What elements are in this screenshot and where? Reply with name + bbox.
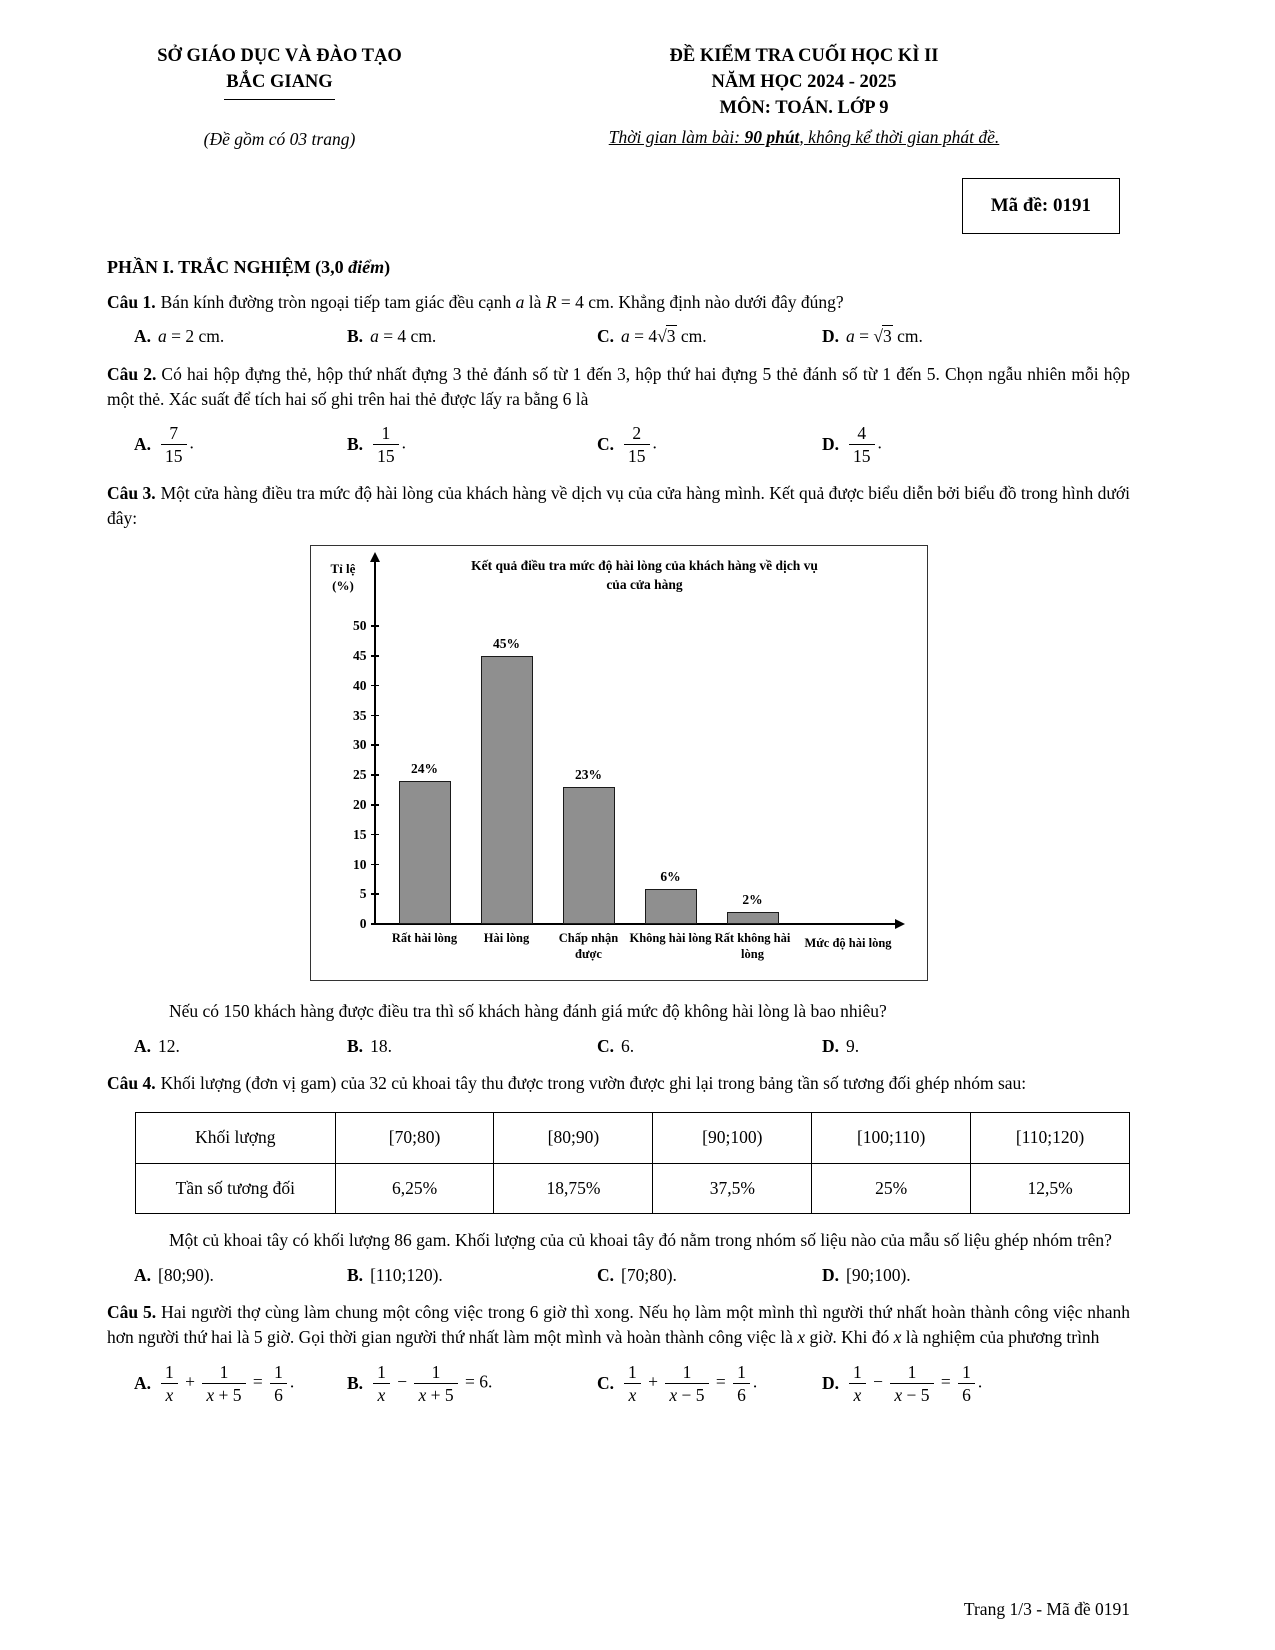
- bar-category-label: Không hài lòng: [629, 931, 712, 946]
- bar-value-label: 23%: [575, 767, 602, 783]
- option-key: C.: [597, 1035, 615, 1056]
- fraction: $\frac{7}{15}$: [161, 423, 187, 466]
- y-tick-mark: [371, 864, 379, 866]
- chart-bar: [399, 781, 451, 924]
- fraction: $\frac{1}{x}$: [161, 1362, 178, 1405]
- option-1D: [822, 324, 1130, 349]
- pages-note: (Đề gồm có 03 trang): [203, 128, 356, 149]
- y-tick-mark: [371, 625, 379, 627]
- option-value: $\frac{4}{15}$ .: [846, 421, 882, 468]
- question-1-text: Bán kính đường tròn ngoại tiếp tam giác đều cạnh a là R = 4 cm. Khẳng định nào dưới đây đúng?: [160, 291, 844, 312]
- option-key: D.: [822, 1035, 840, 1056]
- fraction: $\frac{1}{x}$: [624, 1362, 641, 1405]
- option-key: A.: [134, 434, 152, 455]
- bar-value-label: 2%: [742, 892, 763, 908]
- question-4-options: [107, 1263, 1130, 1288]
- exam-code-box: Mã đề: 0191: [962, 178, 1120, 234]
- y-tick-label: 10: [353, 856, 367, 872]
- y-tick-mark: [371, 774, 379, 776]
- fraction: $\frac{1}{x - 5}$: [890, 1362, 933, 1405]
- chart-bar: [563, 787, 615, 924]
- y-axis-label-line2: (%): [332, 578, 354, 594]
- chart-title-line2: của cửa hàng: [606, 576, 683, 592]
- option-1C: [597, 324, 822, 349]
- fraction: $\frac{1}{x}$: [373, 1362, 390, 1405]
- option-value: 18.: [370, 1035, 392, 1056]
- option-2A: [134, 421, 347, 468]
- question-4: [107, 1071, 1130, 1096]
- option-value: [90;100).: [846, 1264, 911, 1285]
- option-key: C.: [597, 1372, 615, 1393]
- question-1-options: [107, 324, 1130, 349]
- option-key: C.: [597, 326, 615, 347]
- fraction: $\frac{2}{15}$: [624, 423, 650, 466]
- y-tick-mark: [371, 804, 379, 806]
- option-value: 9.: [846, 1035, 860, 1056]
- bar-category-label: Rất không hài lòng: [714, 931, 791, 961]
- option-5C: [597, 1360, 822, 1407]
- option-key: A.: [134, 1372, 152, 1393]
- bar-category-label: Rất hài lòng: [391, 931, 458, 946]
- table-cell-frequency: 25%: [812, 1163, 971, 1213]
- time-duration: 90 phút: [744, 126, 800, 147]
- y-tick-label: 0: [359, 916, 367, 932]
- school-year: NĂM HỌC 2024 - 2025: [711, 71, 897, 92]
- table-cell-group: [100;110): [812, 1113, 971, 1163]
- bar-value-label: 6%: [660, 868, 681, 884]
- fraction: $\frac{1}{6}$: [733, 1362, 750, 1405]
- option-5B: [347, 1360, 597, 1407]
- y-tick-label: 50: [353, 618, 367, 634]
- section1-heading: PHẦN I. TRẮC NGHIỆM (3,0 điểm): [107, 256, 391, 277]
- option-2D: [822, 421, 1130, 468]
- question-2-text: Có hai hộp đựng thẻ, hộp thứ nhất đựng 3 thẻ đánh số từ 1 đến 3, hộp thứ hai đựng 5 thẻ đánh số từ 1 đến 5. Chọn ngẫu nhiên mỗi hộp một thẻ. Xác suất để tích hai số ghi trên hai thẻ được lấy ra bằng 6 là: [107, 363, 1130, 409]
- y-tick-label: 40: [353, 677, 367, 693]
- question-3-label: Câu 3.: [107, 482, 156, 503]
- option-3B: [347, 1034, 597, 1059]
- y-tick-label: 20: [353, 797, 367, 813]
- fraction: $\frac{1}{x + 5}$: [414, 1362, 457, 1405]
- option-1A: [134, 324, 347, 349]
- option-value: 6.: [621, 1035, 635, 1056]
- option-value: [110;120).: [370, 1264, 443, 1285]
- question-1-label: Câu 1.: [107, 291, 156, 312]
- exam-title: ĐỀ KIỂM TRA CUỐI HỌC KÌ II: [669, 46, 939, 66]
- y-tick-mark: [371, 655, 379, 657]
- y-tick-mark: [371, 744, 379, 746]
- table-row-frequencies: [136, 1163, 1130, 1213]
- satisfaction-bar-chart: [310, 545, 928, 981]
- table-cell-group: [110;120): [971, 1113, 1130, 1163]
- option-value: [70;80).: [621, 1264, 677, 1285]
- authority-line1: SỞ GIÁO DỤC VÀ ĐÀO TẠO: [157, 46, 402, 66]
- option-key: D.: [822, 326, 840, 347]
- x-axis-line: [374, 923, 895, 925]
- exam-header: [107, 44, 1130, 152]
- option-5D: [822, 1360, 1130, 1407]
- time-suffix: , không kể thời gian phát đề.: [799, 126, 1000, 147]
- chart-bar: [645, 889, 697, 925]
- question-5-label: Câu 5.: [107, 1301, 157, 1322]
- y-axis-arrow-icon: [370, 552, 380, 562]
- y-axis-line: [374, 562, 376, 924]
- y-tick-mark: [371, 715, 379, 717]
- option-4D: [822, 1263, 1130, 1288]
- y-tick-label: 45: [353, 648, 367, 664]
- table-cell-frequency: 18,75%: [494, 1163, 653, 1213]
- option-value: $\frac{7}{15}$ .: [158, 421, 194, 468]
- option-2B: [347, 421, 597, 468]
- option-3A: [134, 1034, 347, 1059]
- fraction: $\frac{1}{15}$: [373, 423, 399, 466]
- question-5-text: Hai người thợ cùng làm chung một công việc trong 6 giờ thì xong. Nếu họ làm một mình thì người thứ nhất hoàn thành công việc nhanh hơn người thứ hai là 5 giờ. Gọi thời gian người thứ nhất làm một mình và hoàn thành công việc là x giờ. Khi đó x là nghiệm của phương trình: [107, 1301, 1130, 1348]
- table-cell-frequency: 37,5%: [653, 1163, 812, 1213]
- y-tick-mark: [371, 685, 379, 687]
- y-tick-label: 35: [353, 707, 367, 723]
- option-value: a = 4√3 cm.: [621, 326, 707, 347]
- option-key: B.: [347, 1264, 364, 1285]
- bar-value-label: 24%: [411, 761, 438, 777]
- option-key: C.: [597, 1264, 615, 1285]
- option-value: a = 4 cm.: [370, 326, 437, 347]
- chart-title: [371, 557, 919, 593]
- y-tick-label: 5: [359, 886, 367, 902]
- question-3-text: Một cửa hàng điều tra mức độ hài lòng của khách hàng về dịch vụ của cửa hàng mình. Kết quả được biểu diễn bởi biểu đồ trong hình dưới đây:: [107, 482, 1131, 528]
- question-4-followup: Một củ khoai tây có khối lượng 86 gam. Khối lượng của củ khoai tây đó nằm trong nhóm số liệu nào của mẫu số liệu ghép nhóm trên?: [169, 1230, 1112, 1251]
- bar-category-label: Hài lòng: [483, 931, 530, 946]
- option-value: [80;90).: [158, 1264, 214, 1285]
- question-1: [107, 290, 1130, 315]
- subject-line: MÔN: TOÁN. LỚP 9: [719, 97, 889, 118]
- y-tick-label: 25: [353, 767, 367, 783]
- chart-container: [107, 545, 1130, 981]
- frequency-table: [135, 1112, 1130, 1214]
- option-value: 12.: [158, 1035, 180, 1056]
- chart-bar: [481, 656, 533, 924]
- option-key: A.: [134, 326, 152, 347]
- option-value: $\frac{1}{x}$ + $\frac{1}{x - 5}$ = $\frac{1}{6}$ .: [621, 1360, 757, 1407]
- option-key: C.: [597, 434, 615, 455]
- x-axis-arrow-icon: [895, 919, 905, 929]
- option-key: B.: [347, 1372, 364, 1393]
- fraction: $\frac{1}{x}$: [849, 1362, 866, 1405]
- fraction: $\frac{1}{x - 5}$: [665, 1362, 708, 1405]
- table-cell-frequency: 12,5%: [971, 1163, 1130, 1213]
- question-2: [107, 362, 1130, 413]
- option-3D: [822, 1034, 1130, 1059]
- option-value: $\frac{2}{15}$ .: [621, 421, 657, 468]
- option-key: B.: [347, 326, 364, 347]
- y-tick-label: 30: [353, 737, 367, 753]
- exam-code-row: [107, 178, 1120, 234]
- y-axis-label-line1: Tỉ lệ: [330, 561, 356, 577]
- option-3C: [597, 1034, 822, 1059]
- option-key: B.: [347, 1035, 364, 1056]
- option-value: $\frac{1}{x}$ − $\frac{1}{x - 5}$ = $\frac{1}{6}$ .: [846, 1360, 982, 1407]
- authority-line2: BẮC GIANG: [224, 69, 334, 100]
- table-cell-frequency: 6,25%: [335, 1163, 494, 1213]
- y-tick-label: 15: [353, 826, 367, 842]
- fraction: $\frac{1}{6}$: [270, 1362, 287, 1405]
- option-5A: [134, 1360, 347, 1407]
- y-tick-mark: [371, 923, 379, 925]
- option-value: $\frac{1}{x}$ − $\frac{1}{x + 5}$ = 6.: [370, 1360, 492, 1407]
- table-row-groups: [136, 1113, 1130, 1163]
- option-value: a = √3 cm.: [846, 326, 923, 347]
- table-cell-group: [90;100): [653, 1113, 812, 1163]
- question-3-followup: Nếu có 150 khách hàng được điều tra thì số khách hàng đánh giá mức độ không hài lòng là bao nhiêu?: [169, 1001, 887, 1022]
- option-key: A.: [134, 1035, 152, 1056]
- time-limit-line: [478, 125, 1130, 150]
- y-tick-mark: [371, 834, 379, 836]
- bar-value-label: 45%: [493, 636, 520, 652]
- option-key: D.: [822, 434, 840, 455]
- square-root: √3: [873, 326, 892, 347]
- option-value: a = 2 cm.: [158, 326, 225, 347]
- table-header-mass: Khối lượng: [136, 1113, 336, 1163]
- option-key: D.: [822, 1372, 840, 1393]
- question-2-options: [107, 421, 1130, 468]
- y-tick-mark: [371, 893, 379, 895]
- option-4C: [597, 1263, 822, 1288]
- question-4-text: Khối lượng (đơn vị gam) của 32 củ khoai tây thu được trong vườn được ghi lại trong bảng tần số tương đối ghép nhóm sau:: [160, 1073, 1027, 1094]
- y-axis-label: [331, 561, 356, 595]
- question-3: [107, 481, 1130, 532]
- x-axis-label: Mức độ hài lòng: [804, 936, 892, 951]
- table-header-frequency: Tần số tương đối: [136, 1163, 336, 1213]
- option-key: D.: [822, 1264, 840, 1285]
- bar-category-label: Chấp nhận được: [558, 931, 619, 961]
- option-4A: [134, 1263, 347, 1288]
- exam-title-block: [452, 44, 1130, 152]
- question-4-label: Câu 4.: [107, 1073, 156, 1094]
- chart-bar: [727, 912, 779, 924]
- table-cell-group: [80;90): [494, 1113, 653, 1163]
- question-5-options: [107, 1360, 1130, 1407]
- option-value: $\frac{1}{x}$ + $\frac{1}{x + 5}$ = $\frac{1}{6}$ .: [158, 1360, 294, 1407]
- table-cell-group: [70;80): [335, 1113, 494, 1163]
- option-4B: [347, 1263, 597, 1288]
- question-3-options: [107, 1034, 1130, 1059]
- option-key: B.: [347, 434, 364, 455]
- square-root: √3: [657, 326, 676, 347]
- option-2C: [597, 421, 822, 468]
- fraction: $\frac{1}{6}$: [958, 1362, 975, 1405]
- option-key: A.: [134, 1264, 152, 1285]
- option-value: $\frac{1}{15}$ .: [370, 421, 406, 468]
- authority-line2-wrap: [107, 69, 452, 100]
- fraction: $\frac{1}{x + 5}$: [202, 1362, 245, 1405]
- question-2-label: Câu 2.: [107, 363, 157, 384]
- option-1B: [347, 324, 597, 349]
- issuing-authority-block: [107, 44, 452, 152]
- chart-title-line1: Kết quả điều tra mức độ hài lòng của khách hàng về dịch vụ: [471, 558, 818, 574]
- fraction: $\frac{4}{15}$: [849, 423, 875, 466]
- question-5: [107, 1300, 1130, 1351]
- time-prefix: Thời gian làm bài:: [608, 126, 745, 147]
- page-footer: Trang 1/3 - Mã đề 0191: [963, 1598, 1130, 1619]
